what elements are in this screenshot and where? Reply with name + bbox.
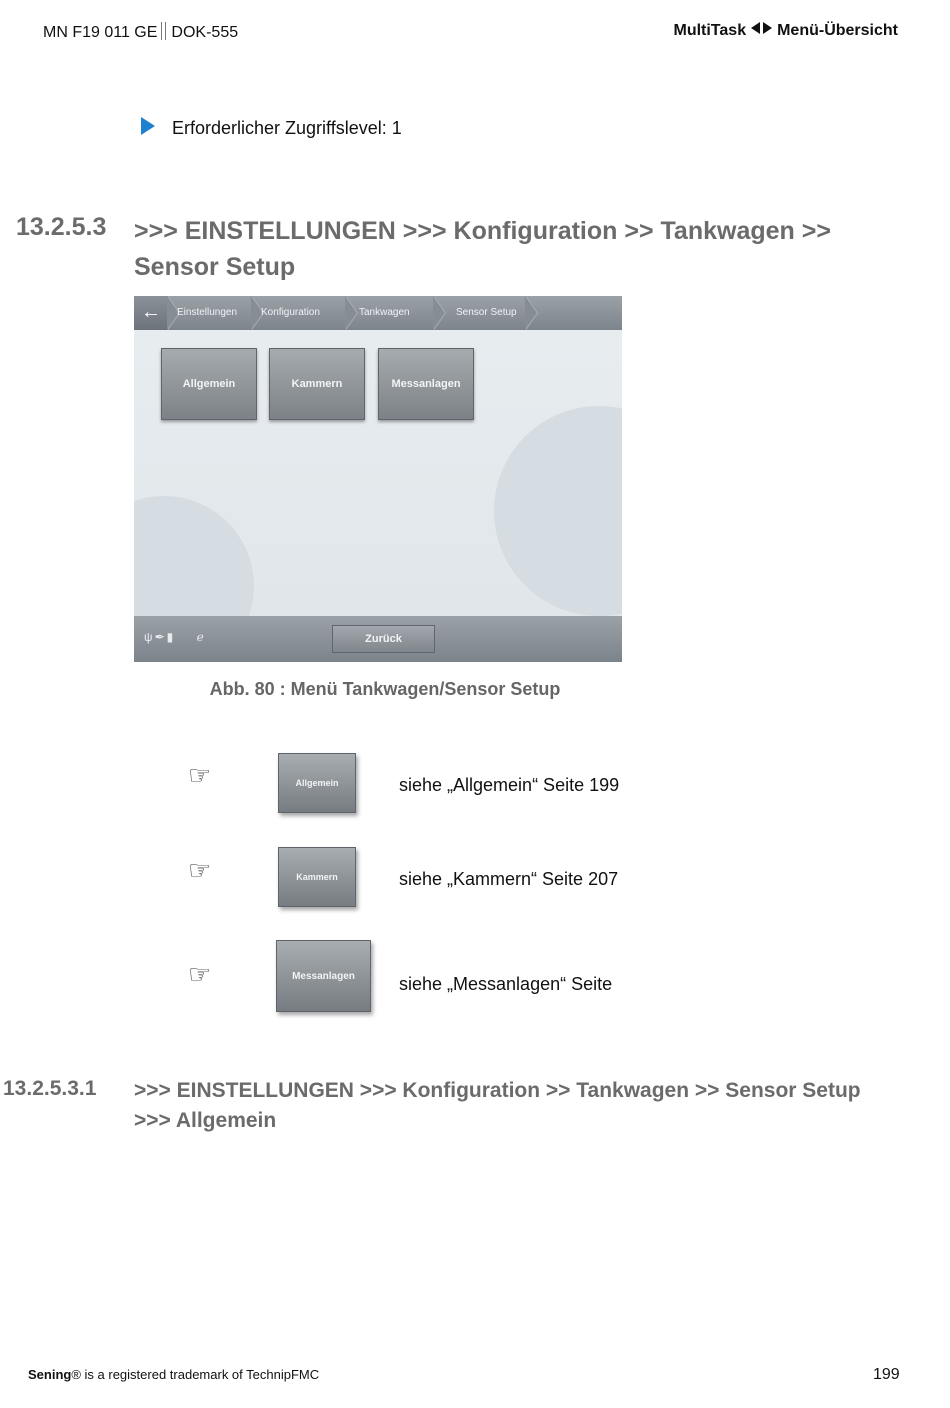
tile-kammern[interactable]: Kammern	[269, 348, 365, 420]
section-number: 13.2.5.3	[16, 213, 107, 241]
gear-background-icon	[494, 406, 622, 616]
subsection-number: 13.2.5.3.1	[3, 1077, 97, 1100]
ref-text-allgemein: siehe „Allgemein“ Seite 199	[399, 775, 620, 795]
signal-icon: ▮	[166, 630, 176, 644]
usb-icon: ψ	[144, 630, 155, 644]
header-doc-ref	[43, 22, 238, 42]
back-arrow-icon[interactable]: ←	[134, 296, 168, 330]
section-title: >>> EINSTELLUNGEN >>> Konfiguration >> Tankwagen >> Sensor Setup	[134, 217, 831, 281]
doc-id: DOK-555	[171, 24, 239, 41]
breadcrumb-item[interactable]: Konfiguration	[261, 307, 320, 318]
ref-button-kammern[interactable]: Kammern	[278, 847, 356, 907]
arrow-left-icon	[751, 22, 760, 34]
breadcrumb-chevron	[434, 296, 448, 330]
header-nav	[673, 22, 898, 40]
ref-text-kammern: siehe „Kammern“ Seite 207	[399, 869, 619, 889]
bluetooth-icon: ℯ	[196, 630, 206, 644]
breadcrumb-item[interactable]: Sensor Setup	[456, 307, 517, 318]
ref-text-messanlagen: siehe „Messanlagen“ Seite	[399, 974, 613, 994]
status-bar	[134, 616, 622, 662]
pointing-hand-icon: ☞	[188, 760, 212, 790]
footer-trademark	[28, 1367, 319, 1382]
ref-button-allgemein[interactable]: Allgemein	[278, 753, 356, 813]
tile-messanlagen[interactable]: Messanlagen	[378, 348, 474, 420]
section-name: Menü-Übersicht	[777, 22, 898, 39]
menu-screenshot	[134, 296, 622, 662]
breadcrumb-chevron	[346, 296, 360, 330]
breadcrumb-chevron	[526, 296, 540, 330]
pointing-hand-icon: ☞	[188, 855, 212, 885]
figure-caption: Abb. 80 : Menü Tankwagen/Sensor Setup	[209, 679, 561, 699]
breadcrumb-bar	[134, 296, 622, 330]
access-level-text: Erforderlicher Zugriffslevel: 1	[172, 118, 402, 138]
subsection-title: >>> EINSTELLUNGEN >>> Konfiguration >> Tankwagen >> Sensor Setup >>> Allgemein	[134, 1079, 861, 1132]
pointing-hand-icon: ☞	[188, 959, 212, 989]
play-bullet-icon	[141, 117, 155, 135]
header-separator	[161, 22, 166, 40]
ref-button-messanlagen[interactable]: Messanlagen	[276, 940, 371, 1012]
wrench-icon: ✒	[154, 630, 167, 644]
breadcrumb-item[interactable]: Einstellungen	[177, 307, 238, 318]
tile-allgemein[interactable]: Allgemein	[161, 348, 257, 420]
product-name: MultiTask	[673, 22, 747, 39]
back-button[interactable]: Zurück	[332, 625, 435, 653]
arrow-right-icon	[763, 22, 772, 34]
status-icons	[144, 630, 206, 644]
footer-brand: Sening	[28, 1367, 72, 1382]
doc-code: MN F19 011 GE	[43, 24, 158, 41]
footer-trademark-text: ® is a registered trademark of TechnipFMC	[71, 1367, 320, 1382]
breadcrumb-item[interactable]: Tankwagen	[359, 307, 410, 318]
page-number: 199	[873, 1366, 900, 1383]
